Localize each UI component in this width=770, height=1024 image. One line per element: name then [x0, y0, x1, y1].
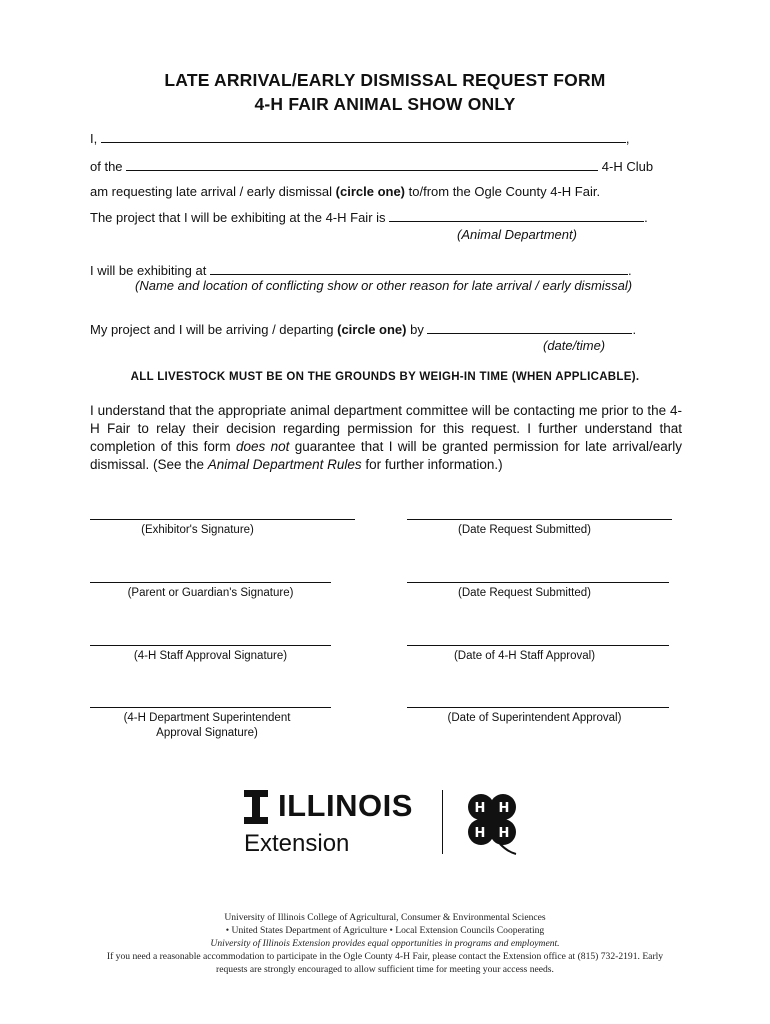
project-suffix: .: [644, 210, 648, 225]
clover-letter-3: H: [474, 826, 486, 841]
staff-approval-signature-line[interactable]: [90, 645, 331, 646]
staff-approval-date-line[interactable]: [407, 645, 669, 646]
superintendent-date-label: (Date of Superintendent Approval): [447, 712, 622, 724]
project-line: [90, 209, 648, 225]
club-suffix: 4-H Club: [601, 159, 654, 174]
exhibit-field[interactable]: [210, 262, 628, 275]
project-field[interactable]: [389, 209, 644, 222]
arrival-line: [90, 321, 636, 337]
staff-approval-signature-label: (4-H Staff Approval Signature): [133, 650, 288, 662]
para-does-not: does not: [235, 439, 290, 454]
name-suffix: ,: [625, 131, 630, 146]
date-submitted-label-1: (Date Request Submitted): [458, 524, 591, 536]
request-circle-one: (circle one): [335, 184, 406, 199]
project-caption: (Animal Department): [457, 227, 577, 242]
footer: [80, 911, 690, 976]
logo-divider: [442, 790, 443, 854]
request-text-end: to/from the Ogle County 4-H Fair.: [405, 184, 601, 199]
clover-letter-4: H: [498, 826, 510, 841]
arrival-field[interactable]: [427, 321, 632, 334]
extension-wordmark: Extension: [244, 830, 350, 857]
date-submitted-line-1[interactable]: [407, 519, 672, 520]
exhibit-line: [90, 262, 632, 278]
exhibit-prefix: I will be exhibiting at: [90, 263, 207, 278]
footer-line2: • United States Department of Agriculture • Local Extension Councils Cooperating: [225, 925, 545, 936]
illinois-wordmark: ILLINOIS: [278, 788, 413, 823]
clover-letter-2: H: [498, 801, 510, 816]
arrival-caption: (date/time): [543, 338, 606, 353]
form-title-line1: LATE ARRIVAL/EARLY DISMISSAL REQUEST FORM: [164, 70, 606, 90]
exhibitor-signature-line[interactable]: [90, 519, 355, 520]
understanding-paragraph: [90, 402, 682, 474]
form-title-line2: 4-H FAIR ANIMAL SHOW ONLY: [254, 94, 516, 114]
arrival-by: by: [406, 322, 424, 337]
arrival-text: My project and I will be arriving / departing: [90, 322, 338, 337]
parent-signature-label: (Parent or Guardian's Signature): [127, 587, 294, 599]
four-leaf-clover-icon: [456, 788, 528, 860]
para-text-a: I understand that the appropriate animal department committee will be contacting me prior to the 4-H Fair to relay their decision regarding permission for this request. I further understand that completion of this form: [90, 403, 682, 454]
club-line: [90, 158, 653, 174]
block-i-icon: [244, 790, 268, 824]
superintendent-signature-line[interactable]: [90, 707, 331, 708]
para-rules-ref: Animal Department Rules: [207, 457, 362, 472]
exhibit-caption: (Name and location of conflicting show or other reason for late arrival / early dismissal): [135, 278, 633, 293]
exhibitor-signature-label: (Exhibitor's Signature): [141, 524, 254, 536]
staff-approval-date-label: (Date of 4-H Staff Approval): [453, 650, 596, 662]
name-field[interactable]: [101, 130, 626, 143]
superintendent-signature-label: (4-H Department Superintendent Approval Signature): [123, 712, 291, 739]
club-prefix: of the: [90, 159, 123, 174]
arrival-suffix: .: [632, 322, 637, 337]
livestock-notice: ALL LIVESTOCK MUST BE ON THE GROUNDS BY WEIGH-IN TIME (WHEN APPLICABLE).: [130, 371, 640, 383]
date-submitted-line-2[interactable]: [407, 582, 669, 583]
request-line: [90, 184, 600, 199]
footer-line4: If you need a reasonable accommodation to participate in the Ogle County 4-H Fair, please contact the Extension office at (815) 732-2191. Early requests are strongly encouraged to allow sufficient time for meeting your access needs.: [106, 951, 664, 975]
exhibit-suffix: .: [627, 263, 632, 278]
name-prefix: I,: [90, 131, 98, 146]
project-prefix: The project that I will be exhibiting at the 4-H Fair is: [90, 210, 386, 225]
date-submitted-label-2: (Date Request Submitted): [458, 587, 591, 599]
request-text: am requesting late arrival / early dismissal: [90, 184, 336, 199]
arrival-circle-one: (circle one): [337, 322, 407, 337]
illinois-extension-logo: [244, 788, 426, 860]
club-field[interactable]: [126, 158, 598, 171]
footer-line1: University of Illinois College of Agricultural, Consumer & Environmental Sciences: [224, 912, 546, 923]
superintendent-date-line[interactable]: [407, 707, 669, 708]
para-text-b: guarantee that I will be granted permission for late arrival/early dismissal. (See the: [90, 439, 682, 472]
footer-line3: University of Illinois Extension provides equal opportunities in programs and employment.: [210, 938, 560, 949]
clover-letter-1: H: [474, 801, 486, 816]
parent-signature-line[interactable]: [90, 582, 331, 583]
name-line: [90, 130, 629, 146]
para-text-c: for further information.): [361, 457, 503, 472]
